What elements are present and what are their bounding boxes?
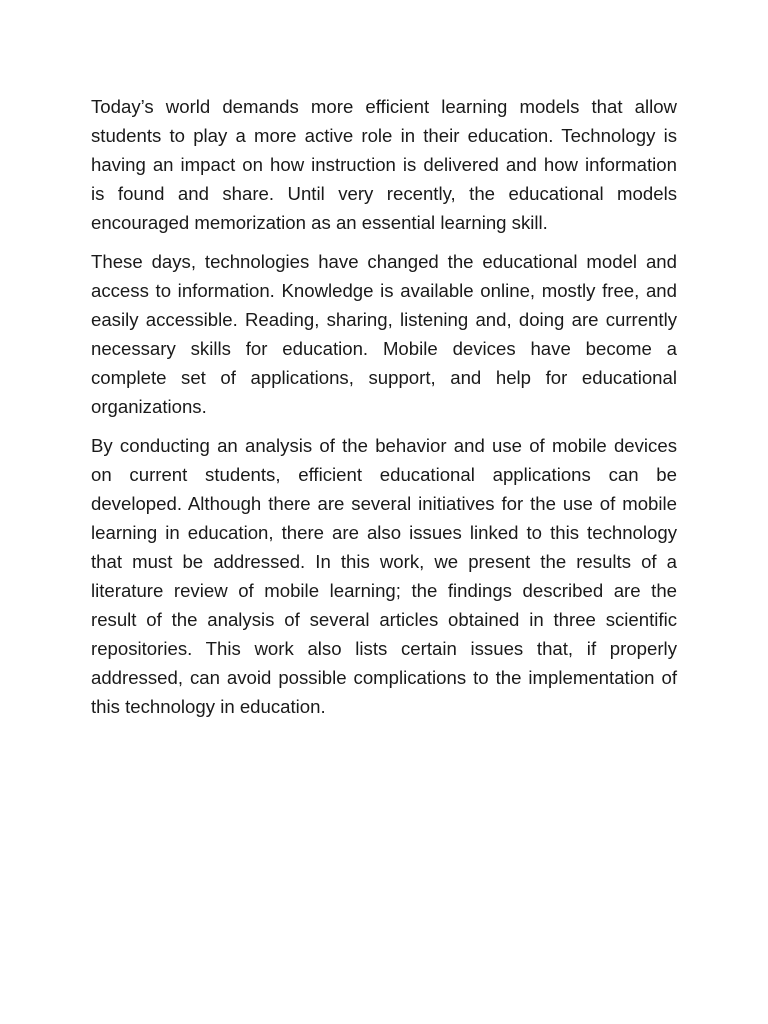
paragraph-2: These days, technologies have changed the educational model and access to information. Knowledge is available online, mostly free, and easily accessible. Reading, sharing, listening and, doing are currently necessary skills for education. Mobile devices have become a complete set of applications, support, and help for educational organizations.: [91, 251, 677, 417]
document-body: [91, 92, 677, 731]
paragraph-1: Today’s world demands more efficient learning models that allow students to play a more active role in their education. Technology is having an impact on how instruction is delivered and how information is found and share. Until very recently, the educational models encouraged memorization as an essential learning skill.: [91, 96, 677, 233]
paragraph-3: By conducting an analysis of the behavior and use of mobile devices on current students, efficient educational applications can be developed. Although there are several initiatives for the use of mobile learning in education, there are also issues linked to this technology that must be addressed. In this work, we present the results of a literature review of mobile learning; the findings described are the result of the analysis of several articles obtained in three scientific repositories. This work also lists certain issues that, if properly addressed, can avoid possible complications to the implementation of this technology in education.: [91, 435, 677, 717]
